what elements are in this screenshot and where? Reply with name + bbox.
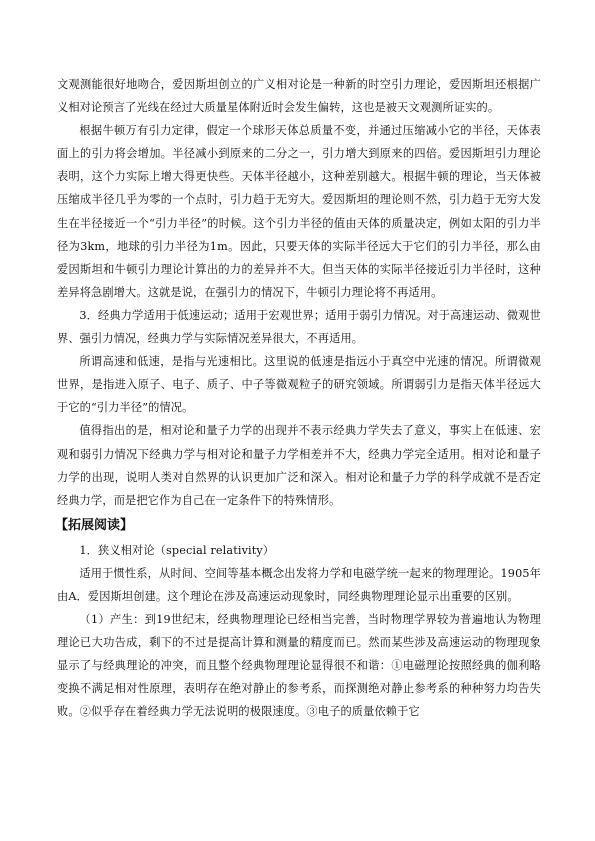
subheading-special-relativity: 1．狭义相对论（special relativity） — [79, 543, 275, 557]
paragraph-sr-origin: （1）产生：到19世纪末，经典物理理论已经相当完善，当时物理学界较为普遍地认为物理理论已大功告成，剩下的不过是提高计算和测量的精度而已。然而某些涉及高速运动的物理现象显示了与经典理论的冲突，而且整个经典物理理论显得很不和谐：①电磁理论按照经典的伽利略变换不满足相对性原理，表明存在绝对静止的参考系，而探测绝对静止参考系的种种努力均告失败。②似乎存在着经典力学无法说明的极限速度。③电子的质量依赖于它 — [57, 613, 541, 719]
paragraph-newton-vs-einstein: 根据牛顿万有引力定律，假定一个球形天体总质量不变，并通过压缩减小它的半径，天体表面上的引力将会增加。半径减小到原来的二分之一，引力增大到原来的四倍。爱因斯坦引力理论表明，这个力实际上增大得更快些。天体半径越小，这种差别越大。根据牛顿的理论，当天体被压缩成半径几乎为零的一个点时，引力趋于无穷大。爱因斯坦的理论则不然，引力趋于无穷大发生在半径接近一个“引力半径”的时候。这个引力半径的值由天体的质量决定，例如太阳的引力半径为3km，地球的引力半径为1m。因此，只要天体的实际半径远大于它们的引力半径，那么由爱因斯坦和牛顿引力理论计算出的力的差异并不大。但当天体的实际半径接近引力半径时，这种差异将急剧增大。这就是说，在强引力的情况下，牛顿引力理论将不再适用。 — [57, 124, 541, 299]
paragraph-definitions: 所谓高速和低速，是指与光速相比。这里说的低速是指远小于真空中光速的情况。所谓微观世界，是指进入原子、电子、质子、中子等微观粒子的研究领域。所谓弱引力是指天体半径远大于它的“引力半径”的情况。 — [57, 355, 541, 415]
document-page — [57, 73, 541, 724]
section-heading-extended-reading: 【拓展阅读】 — [55, 517, 134, 533]
paragraph-sr-definition: 适用于惯性系，从时间、空间等基本概念出发将力学和电磁学统一起来的物理理论。1905年由A．爱因斯坦创建。这个理论在涉及高速运动现象时，同经典物理理论显示出重要的区别。 — [57, 566, 541, 603]
paragraph-classical-applicability: 3．经典力学适用于低速运动；适用于宏观世界；适用于弱引力情况。对于高速运动、微观世界、强引力情况，经典力学与实际情况差异很大，不再适用。 — [57, 308, 541, 346]
paragraph-gr-confirmation: 文观测能很好地吻合，爱因斯坦创立的广义相对论是一种新的时空引力理论，爱因斯坦还根据广义相对论预言了光线在经过大质量星体附近时会发生偏转，这也是被天文观测所证实的。 — [57, 78, 541, 115]
paragraph-significance: 值得指出的是，相对论和量子力学的出现并不表示经典力学失去了意义，事实上在低速、宏观和弱引力情况下经典力学与相对论和量子力学相差并不大，经典力学完全适用。相对论和量子力学的出现，说明人类对自然界的认识更加广泛和深入。相对论和量子力学的科学成就不是否定经典力学，而是把它作为自己在一定条件下的特殊情形。 — [57, 424, 541, 507]
